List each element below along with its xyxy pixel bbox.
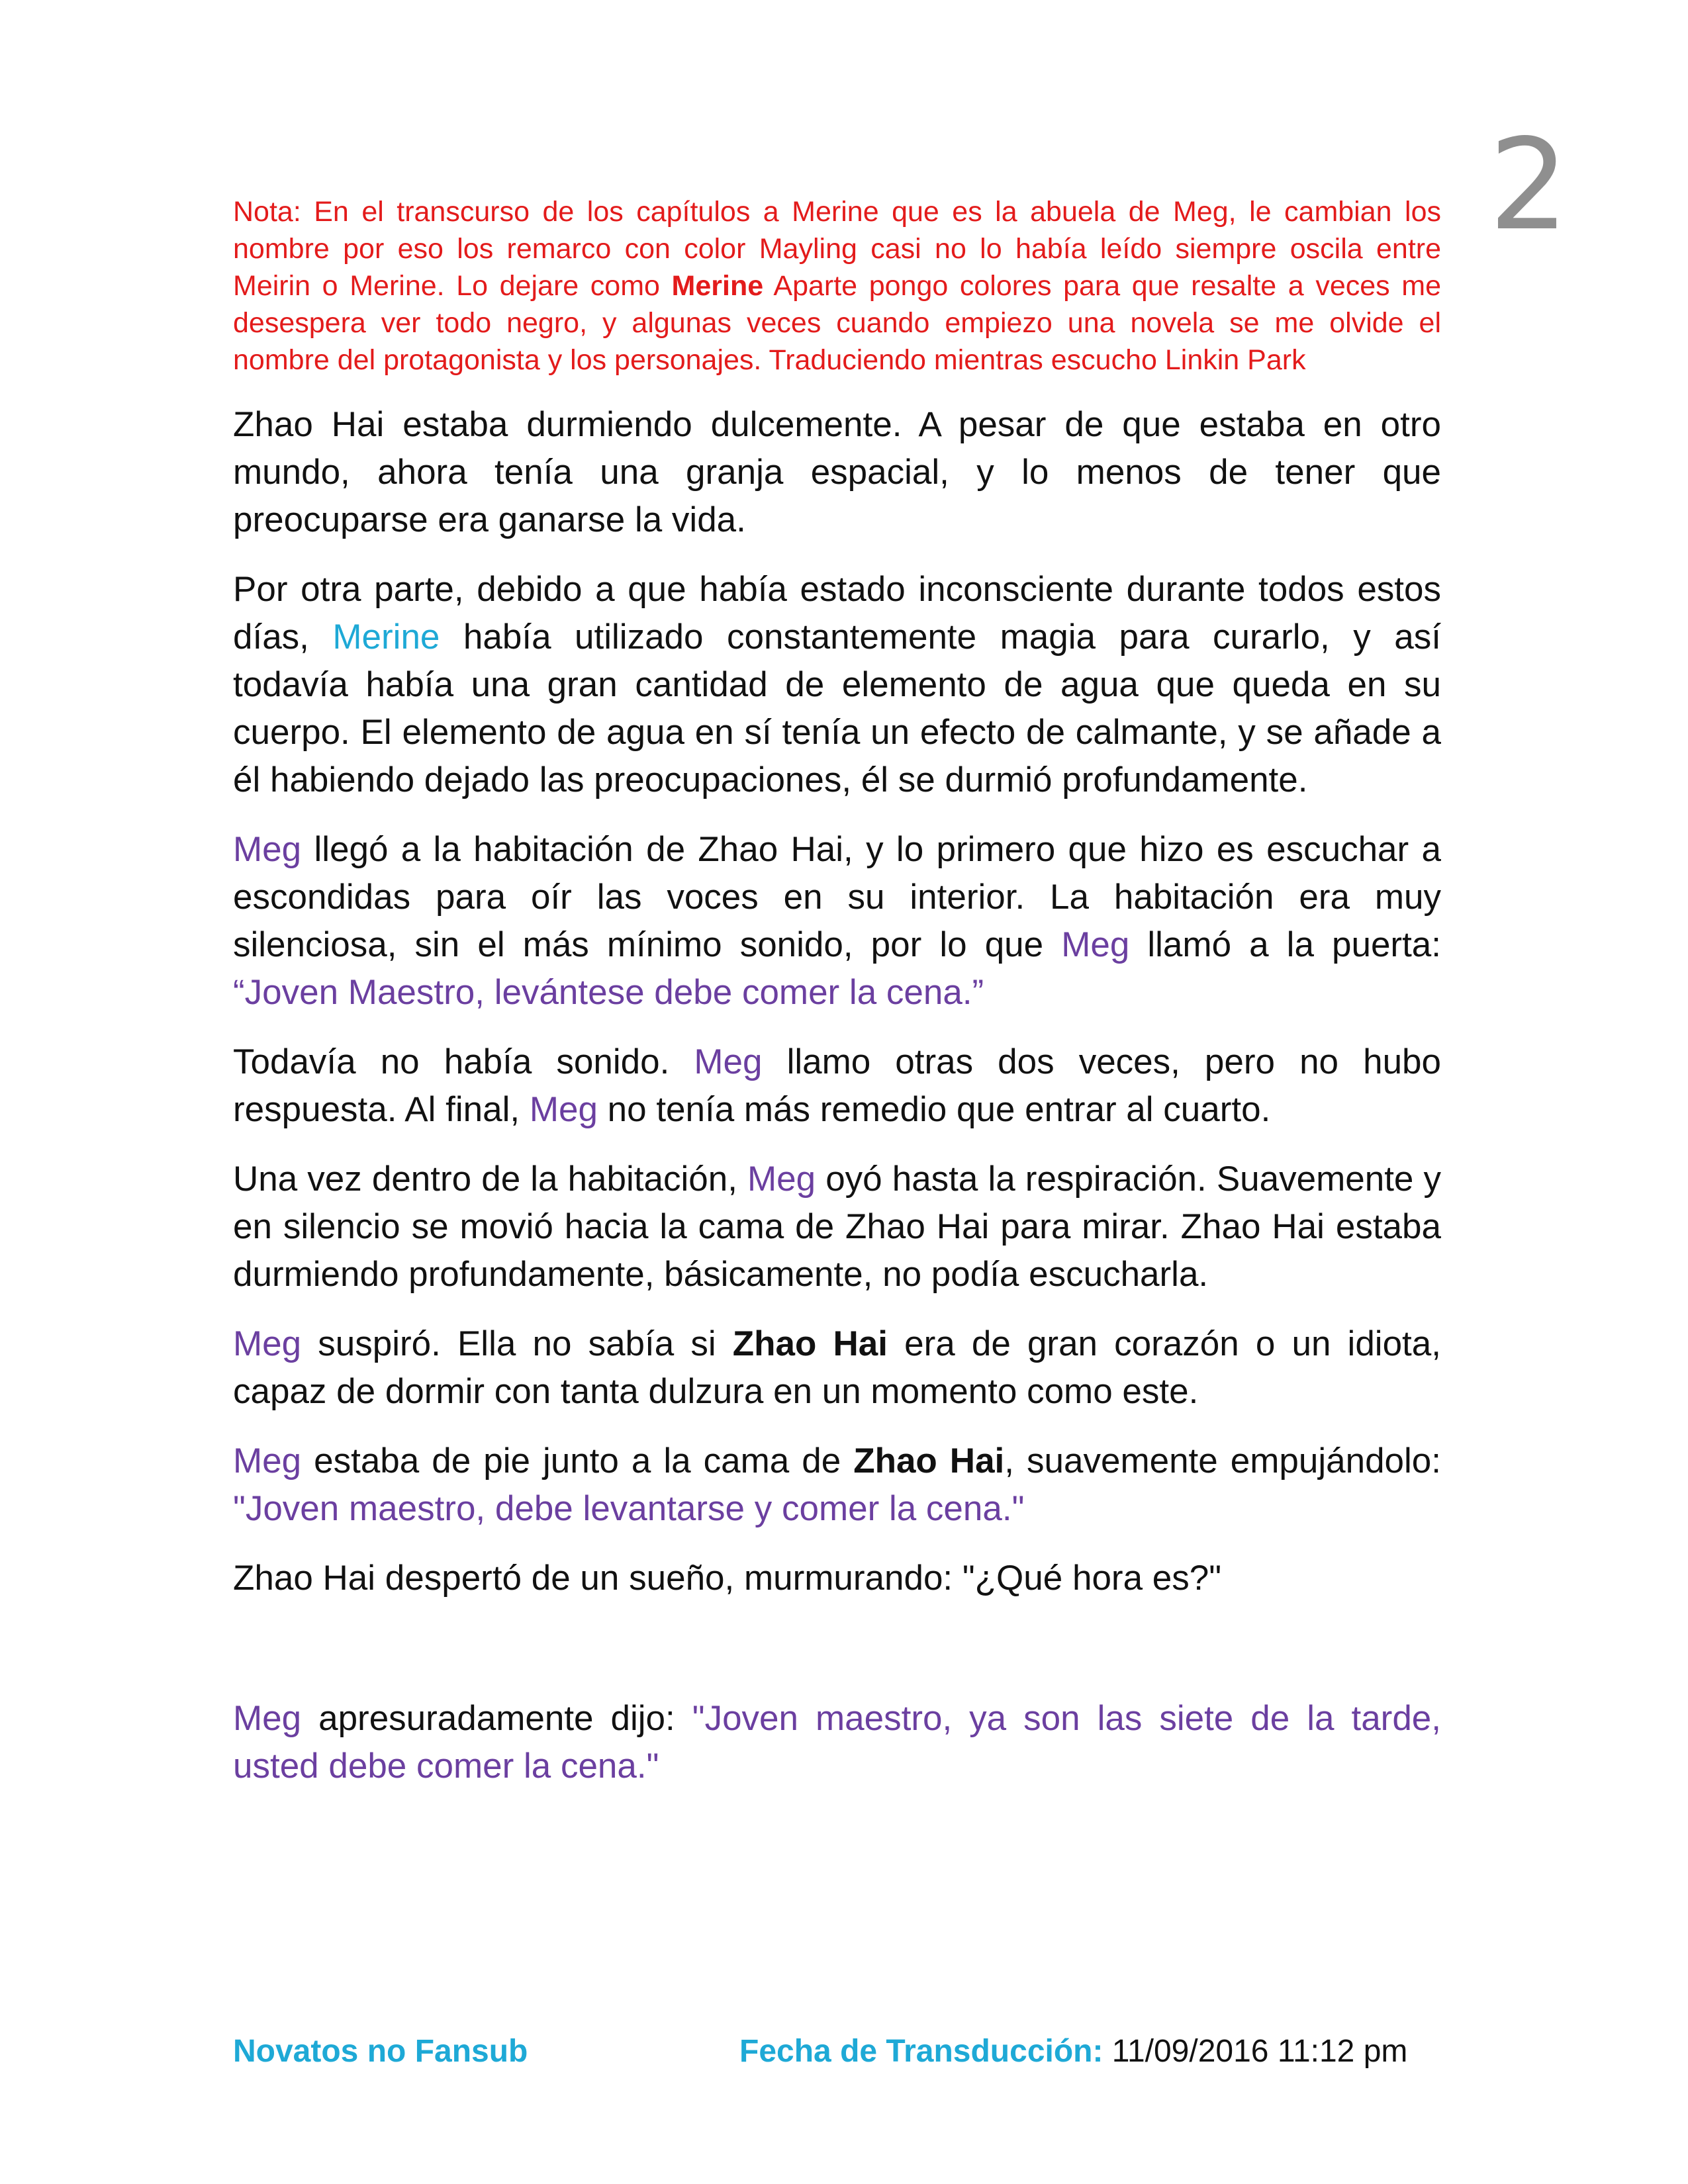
paragraph-5-text-a: Una vez dentro de la habitación, — [233, 1160, 748, 1199]
note-bold-name: Merine — [671, 270, 764, 302]
character-name-meg: Meg — [529, 1090, 598, 1129]
paragraph-3-text-a: llegó a la habitación de Zhao Hai, y lo primero que hizo es escuchar a escondidas para oír las voces en su interior. La habitación era muy silenciosa, sin el más mínimo sonido, por lo que — [233, 830, 1441, 964]
chapter-body — [233, 401, 1441, 1812]
paragraph-9 — [233, 1695, 1441, 1790]
paragraph-3-text-b: llamó a la puerta: — [1129, 925, 1441, 964]
page-number: 2 — [1489, 112, 1569, 258]
paragraph-4-text-c: no tenía más remedio que entrar al cuarto. — [597, 1090, 1271, 1129]
character-name-zhao-hai: Zhao Hai — [732, 1324, 888, 1363]
paragraph-2-text-a: Por otra parte, debido a que había estado inconsciente durante todos estos días, — [233, 570, 1441, 657]
paragraph-7-text-a: estaba de pie junto a la cama de — [301, 1441, 854, 1480]
paragraph-4 — [233, 1038, 1441, 1134]
paragraph-4-text-b: llamo otras dos veces, pero no hubo respuesta. Al final, — [233, 1042, 1442, 1129]
paragraph-9-text-a: apresuradamente dijo: — [301, 1699, 692, 1738]
paragraph-2 — [233, 566, 1441, 804]
paragraph-7 — [233, 1437, 1441, 1533]
dialogue-quote: "Joven maestro, debe levantarse y comer la cena." — [233, 1489, 1025, 1528]
character-name-meg: Meg — [233, 830, 302, 869]
note-text-1: Nota: En el transcurso de los capítulos a Merine que es la abuela de Meg, le cambian los nombre por eso los remarco con color Mayling casi no lo había leído siempre oscila entre Meirin o Merine. Lo dejare como — [233, 196, 1441, 302]
translator-note — [233, 193, 1441, 379]
character-name-meg: Meg — [233, 1324, 302, 1363]
footer-date-label: Fecha de Transducción: — [739, 2034, 1103, 2069]
paragraph-3 — [233, 826, 1441, 1017]
note-text-2: Aparte pongo colores para que resalte a veces me desespera ver todo negro, y algunas veces cuando empiezo una novela se me olvide el nombre del protagonista y los personajes. Traduciendo mientras escucho Linkin Park — [233, 270, 1442, 376]
paragraph-5 — [233, 1156, 1441, 1298]
dialogue-quote: "Joven maestro, ya son las siete de la tarde, usted debe comer la cena." — [233, 1699, 1441, 1786]
character-name-merine: Merine — [332, 617, 440, 657]
footer-translation-date — [739, 2032, 1407, 2071]
character-name-zhao-hai: Zhao Hai — [853, 1441, 1005, 1480]
paragraph-2-text-b: había utilizado constantemente magia para curarlo, y así todavía había una gran cantidad de elemento de agua que queda en su cuerpo. El elemento de agua en sí tenía un efecto de calmante, y se añade a él habiendo dejado las preocupaciones, él se durmió profundamente. — [233, 617, 1441, 799]
character-name-meg: Meg — [1061, 925, 1130, 964]
paragraph-6 — [233, 1320, 1441, 1416]
footer-group-name: Novatos no Fansub — [233, 2034, 528, 2069]
character-name-meg: Meg — [233, 1441, 302, 1480]
character-name-meg: Meg — [747, 1160, 816, 1199]
paragraph-8: Zhao Hai despertó de un sueño, murmurando: "¿Qué hora es?" — [233, 1559, 1222, 1598]
paragraph-6-text-b: era de gran corazón o un idiota, capaz de dormir con tanta dulzura en un momento como este. — [233, 1324, 1441, 1411]
paragraph-4-text-a: Todavía no había sonido. — [233, 1042, 694, 1081]
character-name-meg: Meg — [694, 1042, 763, 1081]
paragraph-5-text-b: oyó hasta la respiración. Suavemente y en silencio se movió hacia la cama de Zhao Hai para mirar. Zhao Hai estaba durmiendo profundamente, básicamente, no podía escucharla. — [233, 1160, 1441, 1294]
character-name-meg: Meg — [233, 1699, 302, 1738]
paragraph-1: Zhao Hai estaba durmiendo dulcemente. A pesar de que estaba en otro mundo, ahora tenía una granja espacial, y lo menos de tener que preocuparse era ganarse la vida. — [233, 405, 1441, 539]
paragraph-6-text-a: suspiró. Ella no sabía si — [301, 1324, 733, 1363]
paragraph-7-text-b: , suavemente empujándolo: — [1004, 1441, 1442, 1480]
footer-date-value: 11/09/2016 11:12 pm — [1103, 2034, 1408, 2069]
dialogue-quote: “Joven Maestro, levántese debe comer la cena.” — [233, 973, 984, 1012]
